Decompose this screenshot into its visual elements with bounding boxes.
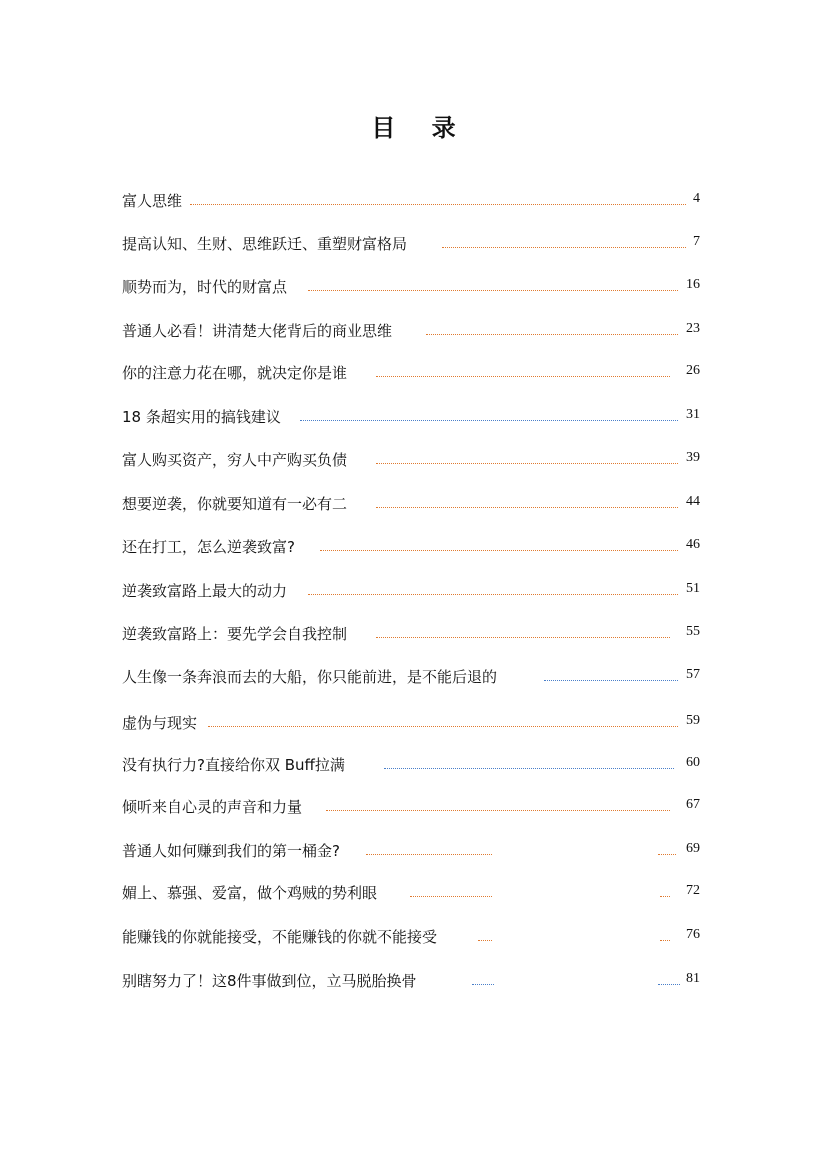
toc-entry-page: 46 [686,537,700,552]
toc-entry[interactable] [122,362,700,386]
toc-entry-title: 逆袭致富路上最大的动力 [122,582,288,600]
dot-leader [208,726,678,727]
dot-leader [442,247,686,248]
toc-entry[interactable] [122,406,700,430]
dot-leader [658,854,676,855]
dot-leader [366,854,492,855]
toc-entry[interactable] [122,882,700,906]
dot-leader [410,896,492,897]
dot-leader [426,334,678,335]
toc-entry[interactable] [122,840,700,864]
toc-entry-title: 媚上、慕强、爱富，做个鸡贼的势利眼 [122,884,378,902]
dot-leader [658,984,680,985]
toc-entry-page: 51 [686,581,700,596]
toc-entry-title: 富人购买资产，穷人中产购买负债 [122,451,348,469]
dot-leader [376,637,670,638]
toc-entry-page: 67 [686,797,700,812]
dot-leader [326,810,670,811]
toc-entry-title: 18 条超实用的搞钱建议 [122,408,281,426]
toc-entry-title: 人生像一条奔浪而去的大船，你只能前进，是不能后退的 [122,668,498,686]
dot-leader [472,984,494,985]
toc-entry[interactable] [122,970,700,994]
toc-entry-page: 44 [686,494,700,509]
toc-entry-page: 60 [686,755,700,770]
toc-entry-page: 72 [686,883,700,898]
toc-entry[interactable] [122,712,700,736]
toc-entry-title: 你的注意力花在哪，就决定你是谁 [122,364,348,382]
page-title: 目 录 [371,114,470,142]
toc-entry-page: 81 [686,971,700,986]
toc-entry[interactable] [122,623,700,647]
toc-entry-page: 16 [686,277,700,292]
dot-leader [544,680,678,681]
toc-entry-page: 55 [686,624,700,639]
toc-entry-title: 能赚钱的你就能接受，不能赚钱的你就不能接受 [122,928,438,946]
toc-entry[interactable] [122,796,700,820]
dot-leader [376,507,678,508]
toc-entry-page: 59 [686,713,700,728]
toc-entry-title: 想要逆袭，你就要知道有一必有二 [122,495,348,513]
toc-entry[interactable] [122,493,700,517]
toc-entry-title: 没有执行力?直接给你双 Buff拉满 [122,756,345,774]
dot-leader [190,204,686,205]
toc-entry[interactable] [122,536,700,560]
dot-leader [300,420,678,421]
dot-leader [308,290,678,291]
toc-entry-page: 4 [693,191,700,206]
dot-leader [308,594,678,595]
toc-entry-page: 57 [686,667,700,682]
toc-entry-title: 虚伪与现实 [122,714,198,732]
toc-entry-title: 顺势而为，时代的财富点 [122,278,288,296]
toc-entry[interactable] [122,754,700,778]
toc-entry-title: 还在打工，怎么逆袭致富? [122,538,295,556]
toc-entry[interactable] [122,233,700,257]
toc-entry-page: 7 [693,234,700,249]
dot-leader [478,940,492,941]
dot-leader [660,940,670,941]
toc-entry-page: 76 [686,927,700,942]
toc-entry[interactable] [122,276,700,300]
toc-entry[interactable] [122,666,700,690]
toc-entry-title: 倾听来自心灵的声音和力量 [122,798,303,816]
toc-entry[interactable] [122,320,700,344]
toc-entry[interactable] [122,580,700,604]
toc-entry[interactable] [122,926,700,950]
toc-entry[interactable] [122,449,700,473]
toc-entry-page: 31 [686,407,700,422]
toc-entry-page: 26 [686,363,700,378]
toc-entry-title: 提高认知、生财、思维跃迁、重塑财富格局 [122,235,408,253]
toc-entry-title: 富人思维 [122,192,183,210]
dot-leader [320,550,678,551]
dot-leader [376,376,670,377]
dot-leader [376,463,678,464]
toc-entry-title: 别瞎努力了！这8件事做到位，立马脱胎换骨 [122,972,417,990]
toc-entry-title: 逆袭致富路上：要先学会自我控制 [122,625,348,643]
toc-entry-title: 普通人如何赚到我们的第一桶金? [122,842,340,860]
dot-leader [660,896,670,897]
dot-leader [384,768,674,769]
toc-entry-page: 39 [686,450,700,465]
toc-entry-page: 23 [686,321,700,336]
toc-entry-page: 69 [686,841,700,856]
toc-entry-title: 普通人必看！讲清楚大佬背后的商业思维 [122,322,393,340]
toc-entry[interactable] [122,190,700,214]
